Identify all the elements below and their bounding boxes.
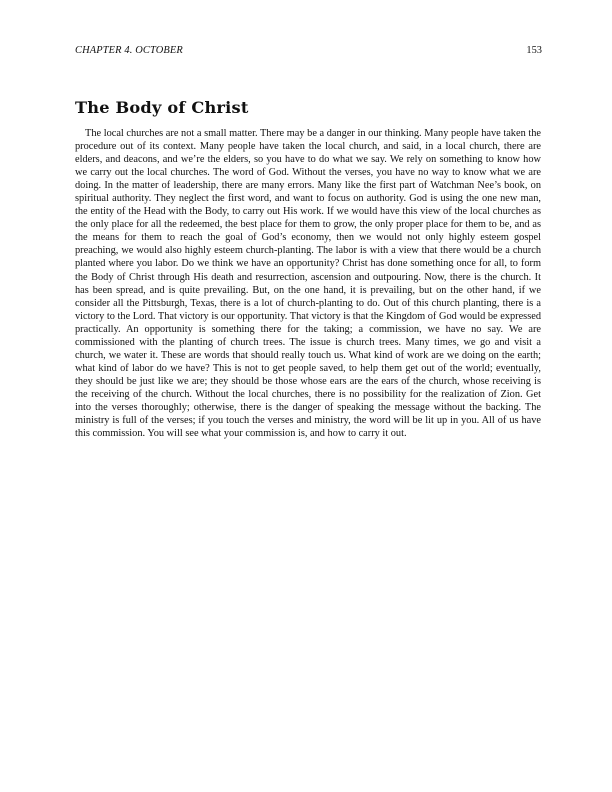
body-paragraph: The local churches are not a small matter. There may be a danger in our thinking. Many people have taken the procedure out of its context. Many people have taken the local church, and said, in a local church, there are elders, and deacons, and we’re the elders, so you have to do what we say. We rely on something to know how we carry out the local churches. The word of God. Without the verses, you have no way to know what we are doing. In the matter of leadership, there are many errors. Many like the first part of Watchman Nee’s book, on spiritual authority. They neglect the first word, and want to focus on authority. God is using the one new man, the entity of the Head with the Body, to carry out His work. If we would have this view of the local churches as the only place for all the redeemed, the best place for them to grow, the only proper place for them to be, and as the means for them to reach the goal of God’s economy, then we would not only highly esteem gospel preaching, we would also highly esteem church-planting. The labor is with a view that there would be a church planted where you labor. Do we think we have an opportunity? Christ has done something once for all, to form the Body of Christ through His death and resurrection, ascension and outpouring. Now, there is the church. It has been spread, and is quite prevailing. But, on the one hand, it is prevailing, but on the other hand, if we consider all the Pittsburgh, Texas, there is a lot of church-planting to do. Out of this church planting, there is a victory to the Lord. That victory is our opportunity. That victory is that the Kingdom of God would be expressed practically. An opportunity is something there for the taking; a commission, we have no say. We are commissioned with the planting of church trees. The issue is church trees. Many times, we go and visit a church, we water it. These are words that should really touch us. What kind of work are we doing on the earth; what kind of labor do we have? This is not to get people saved, to help them get out of the world; eventually, they should be just like we are; they should be those whose ears are the ears of the church, whose receiving is the receiving of the church. Without the local churches, there is no possibility for the realization of Zion. Get into the verses thoroughly; otherwise, there is the danger of speaking the message without the backing. The ministry is full of the verses; if you touch the verses and ministry, the word will be lit up in you. All of us have this commission. You will see what your commission is, and how to carry it out. bbox=[75, 128, 541, 440]
section-title: The Body of Christ bbox=[75, 98, 249, 117]
chapter-heading: CHAPTER 4. OCTOBER bbox=[75, 45, 183, 56]
page-number: 153 bbox=[526, 45, 542, 56]
running-header bbox=[75, 43, 542, 59]
